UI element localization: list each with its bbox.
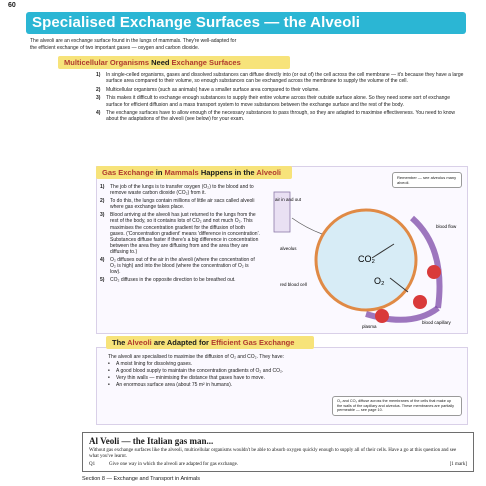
air-arrow — [292, 218, 322, 234]
item-number: 3) — [100, 212, 105, 219]
remember-note: Remember — see alveolus many alveoli. — [392, 172, 462, 188]
label-plasma: plasma — [362, 324, 377, 329]
page-title-bar — [26, 12, 466, 34]
section-heading-gas-exchange — [96, 166, 292, 179]
label-co2: CO₂ — [358, 254, 375, 264]
item-number: 2) — [100, 198, 105, 205]
section-heading-multicellular — [58, 56, 290, 69]
summary-title: Al Veoli — the Italian gas man... — [89, 436, 214, 446]
item-text: O₂ diffuses out of the air in the alveoli (where the concentration of O₂ is high) and into the blood (where the concentration of O₂ is low). — [110, 257, 255, 276]
list-item — [108, 368, 408, 375]
item-text: This makes it difficult to exchange enough substances to supply their entire volume across their outside surface alone. So they need some sort of exchange surface for efficient diffusion and a mass transport system to move substances between the exchange surface and the rest of the body. — [106, 95, 450, 108]
intro-paragraph — [30, 38, 460, 52]
question-text: Give one way in which the alveoli are adapted for gas exchange. — [109, 462, 239, 468]
heading-part: The — [112, 338, 128, 347]
item-text: To do this, the lungs contain millions of little air sacs called alveoli where gas exchange takes place. — [110, 198, 255, 211]
item-text: Blood arriving at the alveoli has just returned to the lungs from the rest of the body, so it contains lots of CO₂ and not much O₂. This maximises the concentration gradient for the diffusion of both gases. ('Concentration gradient' means 'difference in concentration'. Substances diffuse faster if there's a big difference in concentration between the area they are diffusing from and the area they are diffusing to.) — [110, 212, 260, 255]
red-blood-cell-shape — [375, 309, 389, 323]
bullet-icon: • — [108, 361, 110, 367]
item-number: 2) — [96, 86, 101, 93]
gas-exchange-list — [100, 184, 260, 285]
list-item — [108, 361, 408, 368]
intro-line-2: the efficient exchange of two important gases — oxygen and carbon dioxide. — [30, 45, 200, 51]
label-red-blood-cell: red blood cell — [280, 282, 307, 287]
item-text: Very thin walls — minimising the distance that gases have to move. — [116, 375, 265, 381]
heading-part: Mammals — [164, 168, 199, 177]
red-blood-cell-shape — [413, 295, 427, 309]
item-number: 1) — [100, 184, 105, 190]
question-row — [89, 462, 467, 467]
item-number: 4) — [96, 110, 101, 117]
page-title: Specialised Exchange Surfaces — the Alveoli — [32, 14, 361, 31]
summary-body: Without gas exchange surfaces like the alveoli, multicellular organisms wouldn't be able to absorb oxygen quickly enough to supply all of their cells. Have a go at this question and see what you've learnt. — [89, 448, 457, 460]
intro-line-1: The alveoli are an exchange surface found in the lungs of mammals. They're well-adapted for — [30, 38, 237, 44]
list-item — [100, 257, 260, 275]
item-number: 3) — [96, 95, 101, 102]
membrane-note: O₂ and CO₂ diffuse across the membranes of the cells that make up the walls of the capillary and alveolus. These membranes are partially permeable — see page 10. — [332, 396, 462, 416]
heading-part: Happens in the — [198, 168, 257, 177]
bullet-icon: • — [108, 375, 110, 381]
heading-part: Multicellular Organisms — [64, 58, 150, 67]
item-text: A moist lining for dissolving gases. — [116, 361, 193, 367]
red-blood-cell-shape — [427, 265, 441, 279]
list-item — [108, 382, 408, 389]
list-item — [100, 184, 260, 196]
question-marks: [1 mark] — [449, 462, 467, 468]
question-number: Q1 — [89, 462, 96, 468]
item-text: In single-celled organisms, gases and dissolved substances can diffuse directly into (or out of) the cell across the cell membrane — it's because they have a large surface area compared to their volume, so enough substances can be exchanged across the membrane to supply the volume of the cell. — [106, 72, 464, 85]
adaptations-lead: The alveoli are specialised to maximise the diffusion of O₂ and CO₂. They have: — [108, 354, 285, 360]
label-alveolus: alveolus — [280, 246, 297, 251]
item-number: 4) — [100, 257, 105, 264]
page-footer: Section 8 — Exchange and Transport in Animals — [82, 476, 201, 482]
label-o2: O₂ — [374, 276, 385, 286]
item-number: 1) — [96, 72, 101, 78]
page-number: 60 — [8, 2, 16, 9]
list-item — [96, 72, 466, 85]
item-text: A good blood supply to maintain the concentration gradients of O₂ and CO₂. — [116, 368, 284, 374]
alveolus-diagram — [262, 188, 468, 334]
bullet-icon: • — [108, 368, 110, 374]
list-item — [96, 110, 466, 123]
list-item — [96, 95, 466, 108]
label-air: air in and out — [275, 197, 302, 202]
heading-part: Alveoli — [127, 338, 152, 347]
list-item — [108, 375, 408, 382]
item-text: CO₂ diffuses in the opposite direction to be breathed out. — [110, 277, 236, 284]
heading-part: are Adapted for — [151, 338, 212, 347]
heading-part: Gas Exchange — [102, 168, 154, 177]
heading-part: in — [153, 168, 165, 177]
list-item — [100, 212, 260, 255]
heading-part: Need — [149, 58, 172, 67]
adaptations-list — [108, 354, 408, 389]
section-heading-adaptations — [106, 336, 314, 349]
heading-part: Efficient Gas Exchange — [211, 338, 295, 347]
label-blood-capillary: blood capillary — [422, 320, 451, 325]
summary-box — [82, 432, 474, 472]
list-item — [100, 198, 260, 210]
item-number: 5) — [100, 277, 105, 284]
list-item — [96, 87, 466, 93]
item-text: Multicellular organisms (such as animals) have a smaller surface area compared to their volume. — [106, 86, 320, 93]
heading-part: Alveoli — [256, 168, 281, 177]
label-blood-flow: blood flow — [436, 224, 457, 229]
heading-part: Exchange Surfaces — [171, 58, 241, 67]
bullet-icon: • — [108, 382, 110, 388]
list-item — [100, 277, 260, 283]
item-text: The exchange surfaces have to allow enough of the necessary substances to pass through, so they are adapted to maximise effectiveness. You need to know about the adaptations of the alveoli (see below) for your exam. — [106, 110, 456, 123]
multicellular-list — [96, 72, 466, 125]
item-text: An enormous surface area (about 75 m² in humans). — [116, 382, 233, 388]
item-text: The job of the lungs is to transfer oxygen (O₂) to the blood and to remove waste carbon dioxide (CO₂) from it. — [110, 184, 254, 197]
